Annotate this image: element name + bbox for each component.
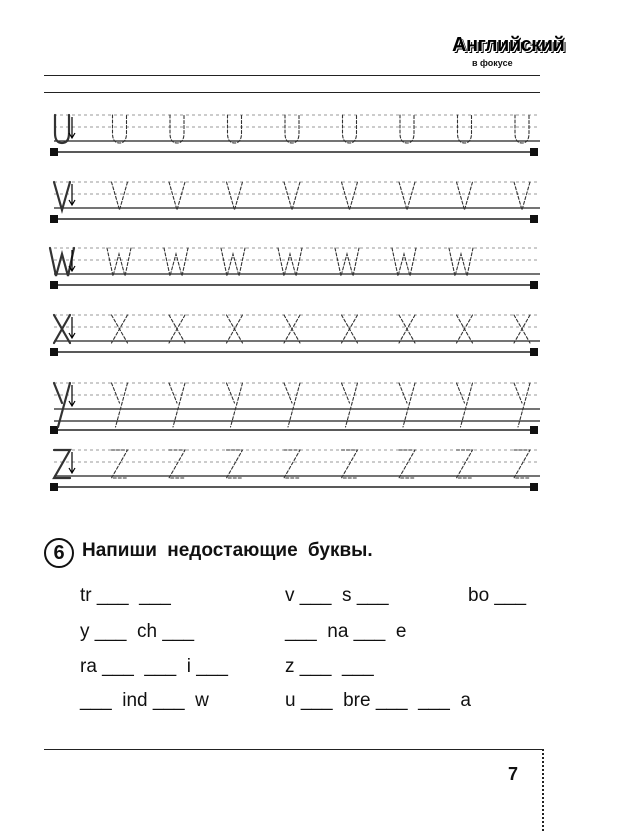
tracing-letter-z	[284, 450, 300, 478]
tracing-letter-v	[399, 182, 415, 210]
tracing-letter-z	[514, 450, 530, 478]
page-number: 7	[508, 764, 519, 784]
tracing-letter-u	[55, 115, 69, 143]
task-number: 6	[44, 538, 74, 568]
tracing-letter-u	[458, 115, 472, 143]
tracing-letter-z	[457, 450, 473, 478]
tracing-letter-v	[514, 182, 530, 210]
tracing-letter-u	[400, 115, 414, 143]
tracing-letter-u	[343, 115, 357, 143]
tracing-letter-x	[514, 315, 530, 343]
word-gap: v ___ s ___	[285, 585, 389, 606]
tracing-letter-x	[54, 315, 70, 343]
tracing-letter-w	[392, 248, 416, 276]
rule-end-square	[530, 215, 538, 223]
rule-end-square	[530, 281, 538, 289]
rule-end-square	[530, 483, 538, 491]
tracing-row-w	[50, 248, 540, 289]
tracing-row-x	[50, 315, 540, 356]
tracing-row-u	[50, 115, 540, 156]
tracing-letter-v	[342, 182, 358, 210]
tracing-letter-x	[342, 315, 358, 343]
tracing-letter-w	[164, 248, 188, 276]
rule-end-square	[50, 426, 58, 434]
word-gap: ___ ind ___ w	[80, 690, 209, 711]
tracing-row-z	[50, 450, 540, 491]
tracing-letter-w	[221, 248, 245, 276]
tracing-letter-v	[227, 182, 243, 210]
tracing-letter-z	[399, 450, 415, 478]
rule-end-square	[50, 483, 58, 491]
tracing-letter-x	[112, 315, 128, 343]
tracing-letter-x	[227, 315, 243, 343]
word-gap: u ___ bre ___ ___ a	[285, 690, 471, 711]
logo-subtitle: в фокусе	[472, 58, 513, 68]
tracing-letter-u	[170, 115, 184, 143]
rule-end-square	[50, 348, 58, 356]
tracing-letter-x	[399, 315, 415, 343]
tracing-letter-u	[285, 115, 299, 143]
word-gap: y ___ ch ___	[80, 621, 195, 642]
task-6	[44, 538, 544, 570]
word-gap: z ___ ___	[285, 656, 374, 677]
tracing-letter-u	[228, 115, 242, 143]
tracing-letter-w	[449, 248, 473, 276]
word-gap: ___ na ___ e	[285, 621, 407, 642]
rule-end-square	[50, 281, 58, 289]
tracing-letter-w	[107, 248, 131, 276]
logo-title: Английский	[452, 34, 565, 56]
rule-end-square	[50, 215, 58, 223]
tracing-letter-u	[515, 115, 529, 143]
tracing-letter-w	[335, 248, 359, 276]
cut-line	[542, 749, 544, 831]
word-gap: ra ___ ___ i ___	[80, 656, 228, 677]
tracing-letter-w	[50, 248, 74, 276]
tracing-row-v	[50, 182, 540, 223]
tracing-letter-z	[342, 450, 358, 478]
tracing-letter-z	[54, 450, 70, 478]
tracing-letter-v	[54, 182, 70, 210]
tracing-letter-x	[457, 315, 473, 343]
rule-end-square	[50, 148, 58, 156]
tracing-letter-u	[113, 115, 127, 143]
tracing-letter-v	[457, 182, 473, 210]
tracing-letter-v	[112, 182, 128, 210]
tracing-letter-z	[169, 450, 185, 478]
rule-end-square	[530, 426, 538, 434]
tracing-row-y	[50, 383, 540, 434]
tracing-letter-z	[112, 450, 128, 478]
word-gap: bo ___	[468, 585, 527, 606]
tracing-letter-x	[284, 315, 300, 343]
tracing-letter-z	[227, 450, 243, 478]
tracing-letter-v	[284, 182, 300, 210]
rule-end-square	[530, 148, 538, 156]
word-gap: tr ___ ___	[80, 585, 171, 606]
tracing-letter-w	[278, 248, 302, 276]
tracing-letter-v	[169, 182, 185, 210]
task-title: Напиши недостающие буквы.	[82, 540, 373, 561]
rule-end-square	[530, 348, 538, 356]
footer-rule	[44, 749, 542, 750]
tracing-letter-x	[169, 315, 185, 343]
